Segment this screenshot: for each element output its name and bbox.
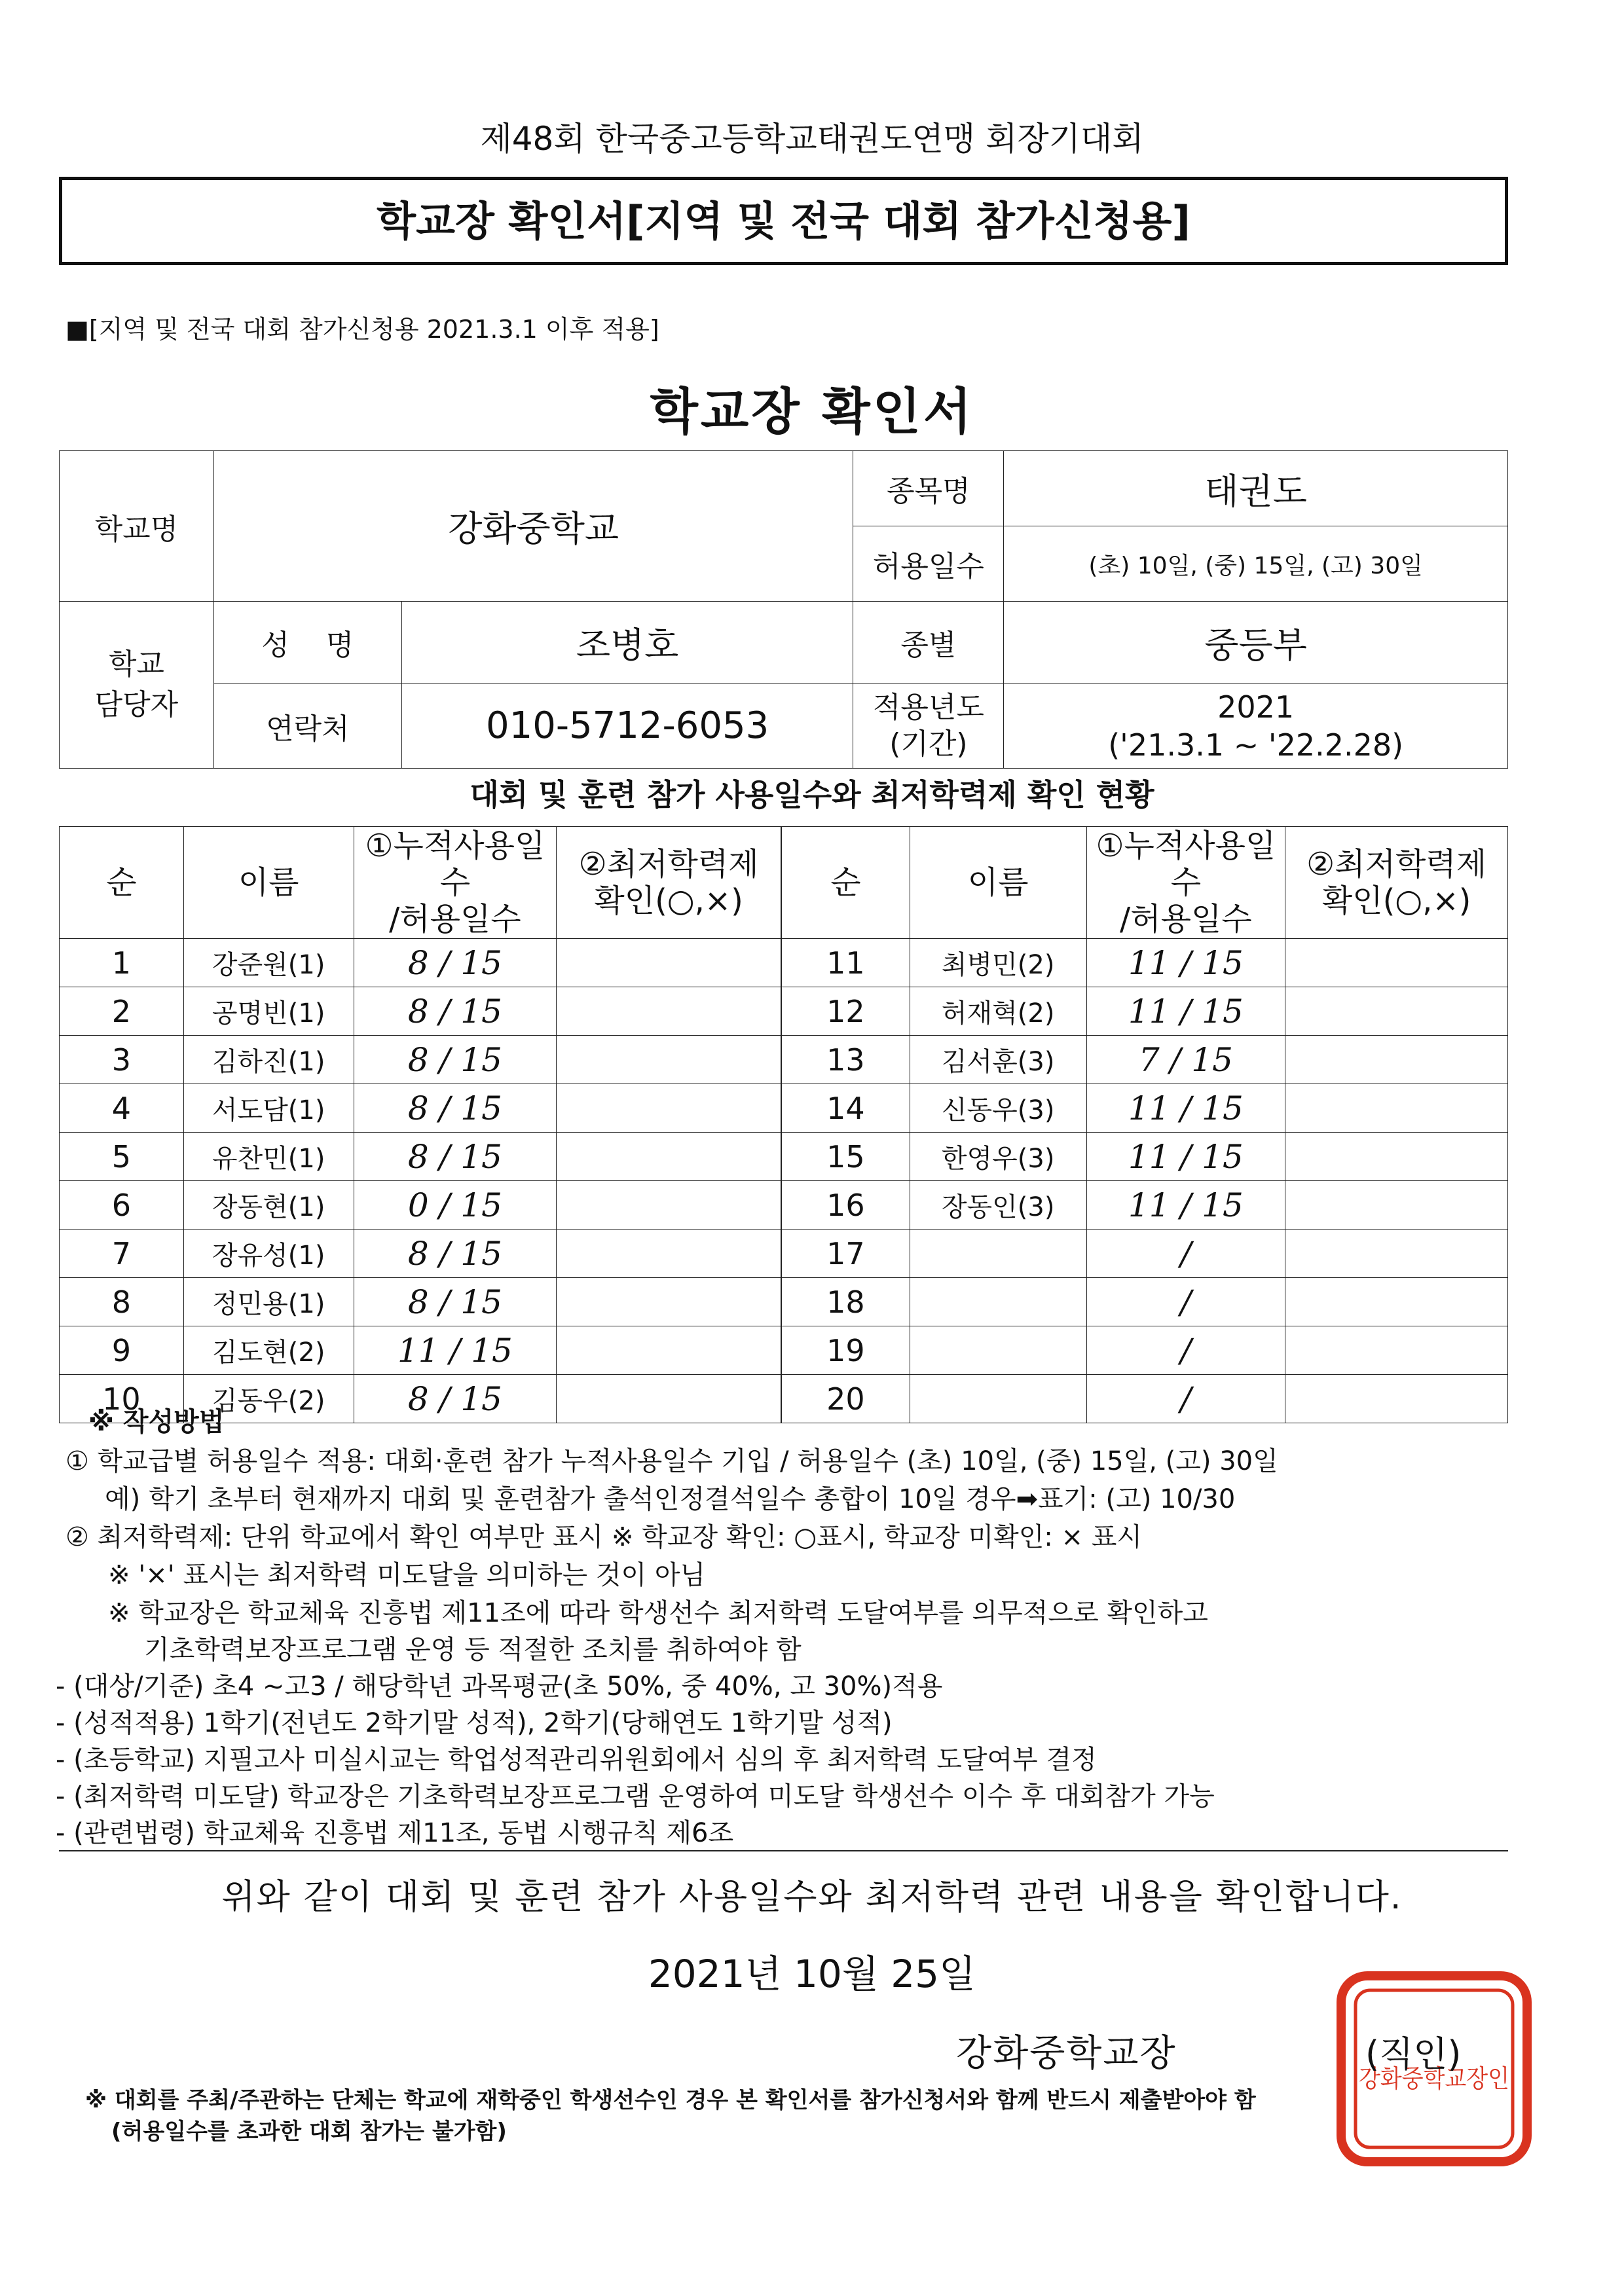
min-achievement-check: [1285, 1278, 1508, 1326]
row-number: 3: [60, 1036, 184, 1084]
min-achievement-check: [1285, 1181, 1508, 1230]
used-days: 8 / 15: [354, 1375, 557, 1423]
note-2c: 기초학력보장프로그램 운영 등 적절한 조치를 취하여야 함: [144, 1635, 802, 1665]
min-achievement-check: [1285, 1375, 1508, 1423]
school-info-table: [59, 450, 1508, 769]
min-achievement-check: [557, 939, 781, 987]
sport-value: 태권도: [1004, 451, 1508, 526]
detail-4: - (최저학력 미도달) 학교장은 기초학력보장프로그램 운영하여 미도달 학생선수 이수 후 대회참가 가능: [56, 1781, 1215, 1812]
contact-name: 조병호: [401, 602, 853, 683]
period: ('21.3.1 ~ '22.2.28): [1108, 727, 1404, 763]
table-row: [60, 1084, 781, 1133]
used-days: 11 / 15: [1086, 987, 1285, 1036]
roster-table-right: [781, 826, 1508, 1423]
table-row: [60, 1036, 781, 1084]
student-name: 장동현(1): [183, 1181, 354, 1230]
row-number: 7: [60, 1230, 184, 1278]
student-name: [910, 1230, 1086, 1278]
min-achievement-check: [1285, 1084, 1508, 1133]
used-days: 8 / 15: [354, 987, 557, 1036]
col-name-header: 이름: [183, 827, 354, 939]
student-name: 유찬민(1): [183, 1133, 354, 1181]
min-achievement-check: [557, 1133, 781, 1181]
name-label: 성 명: [213, 602, 401, 683]
student-name: 김도현(2): [183, 1326, 354, 1375]
col-days-header-line2: /허용일수: [1120, 901, 1252, 938]
student-name: 신동우(3): [910, 1084, 1086, 1133]
contact-person-label: [60, 602, 214, 769]
row-number: 6: [60, 1181, 184, 1230]
table-row: [782, 1326, 1508, 1375]
col-days-header: [354, 827, 557, 939]
table-row: [60, 1181, 781, 1230]
table-row: [60, 1326, 781, 1375]
used-days: /: [1086, 1375, 1285, 1423]
contact-person-label-line1: 학교: [108, 647, 164, 681]
seal-lettering: 강화중학교장인: [1359, 2064, 1509, 2093]
col-no-header: 순: [60, 827, 184, 939]
year-label: [853, 683, 1004, 769]
row-number: 5: [60, 1133, 184, 1181]
min-achievement-check: [1285, 987, 1508, 1036]
student-name: 김서훈(3): [910, 1036, 1086, 1084]
col-days-header-line1: ①누적사용일수: [365, 828, 545, 901]
footer-note: ※ 대회를 주최/주관하는 단체는 학교에 재학중인 학생선수인 경우 본 확인서를 참가신청서와 함께 반드시 제출받아야 함: [85, 2087, 1256, 2113]
row-number: 2: [60, 987, 184, 1036]
used-days: 8 / 15: [354, 1278, 557, 1326]
year-label-line1: 적용년도: [872, 690, 984, 724]
used-days: 8 / 15: [354, 1036, 557, 1084]
table-row: [782, 1036, 1508, 1084]
min-achievement-check: [557, 1181, 781, 1230]
row-number: 10: [60, 1375, 184, 1423]
table-row: [782, 1084, 1508, 1133]
note-1: ① 학교급별 허용일수 적용: 대회·훈련 참가 누적사용일수 기입 / 허용일수 (초) 10일, (중) 15일, (고) 30일: [65, 1446, 1278, 1476]
detail-5: - (관련법령) 학교체육 진흥법 제11조, 동법 시행규칙 제6조: [56, 1818, 734, 1848]
used-days: 8 / 15: [354, 1084, 557, 1133]
roster-heading: 대회 및 훈련 참가 사용일수와 최저학력제 확인 현황: [470, 777, 1154, 812]
student-name: 장동인(3): [910, 1181, 1086, 1230]
used-days: 11 / 15: [1086, 939, 1285, 987]
school-name: 강화중학교: [213, 451, 853, 602]
detail-3: - (초등학교) 지필고사 미실시교는 학업성적관리위원회에서 심의 후 최저학력 도달여부 결정: [56, 1745, 1097, 1775]
table-row: [60, 1230, 781, 1278]
year-label-line2: (기간): [889, 727, 968, 761]
min-achievement-check: [557, 1230, 781, 1278]
col-min-header-line1: ②최저학력제: [578, 846, 759, 883]
col-days-header-line1: ①누적사용일수: [1096, 828, 1276, 901]
min-achievement-check: [557, 1036, 781, 1084]
col-min-header: [1285, 827, 1508, 939]
category-label: 종별: [853, 602, 1004, 683]
col-min-header-line1: ②최저학력제: [1306, 846, 1487, 883]
table-row: [60, 939, 781, 987]
min-achievement-check: [557, 1084, 781, 1133]
table-row: [782, 1375, 1508, 1423]
row-number: 17: [782, 1230, 910, 1278]
document-title: 학교장 확인서: [650, 382, 974, 441]
min-achievement-check: [1285, 939, 1508, 987]
student-name: 장유성(1): [183, 1230, 354, 1278]
student-name: 최병민(2): [910, 939, 1086, 987]
table-row: [60, 987, 781, 1036]
col-min-header-line2: 확인(○,×): [594, 883, 743, 919]
student-name: [910, 1375, 1086, 1423]
allowed-days-label: 허용일수: [853, 526, 1004, 602]
table-row: [782, 987, 1508, 1036]
signatory: 강화중학교장: [956, 2032, 1177, 2075]
used-days: 11 / 15: [1086, 1084, 1285, 1133]
footer-note-2: (허용일수를 초과한 대회 참가는 불가함): [111, 2119, 507, 2145]
detail-2: - (성적적용) 1학기(전년도 2학기말 성적), 2학기(당해연도 1학기말 성적): [56, 1708, 893, 1738]
row-number: 19: [782, 1326, 910, 1375]
row-number: 18: [782, 1278, 910, 1326]
student-name: 한영우(3): [910, 1133, 1086, 1181]
used-days: 0 / 15: [354, 1181, 557, 1230]
row-number: 4: [60, 1084, 184, 1133]
used-days: 8 / 15: [354, 1230, 557, 1278]
student-name: 정민용(1): [183, 1278, 354, 1326]
notes-title: ※ 작성방법: [88, 1407, 225, 1437]
roster-table-left: [59, 826, 781, 1423]
used-days: /: [1086, 1230, 1285, 1278]
row-number: 1: [60, 939, 184, 987]
row-number: 15: [782, 1133, 910, 1181]
col-days-header-line2: /허용일수: [389, 901, 521, 938]
used-days: 11 / 15: [354, 1326, 557, 1375]
year: 2021: [1217, 689, 1295, 725]
used-days: 11 / 15: [1086, 1181, 1285, 1230]
student-name: 김하진(1): [183, 1036, 354, 1084]
min-achievement-check: [1285, 1036, 1508, 1084]
min-achievement-check: [557, 987, 781, 1036]
contact-person-label-line2: 담당자: [94, 688, 179, 721]
used-days: 8 / 15: [354, 1133, 557, 1181]
student-name: [910, 1278, 1086, 1326]
used-days: 7 / 15: [1086, 1036, 1285, 1084]
row-number: 13: [782, 1036, 910, 1084]
table-row: [782, 939, 1508, 987]
phone-label: 연락처: [213, 683, 401, 769]
seal-label: (직인): [1365, 2033, 1462, 2075]
student-name: 허재혁(2): [910, 987, 1086, 1036]
used-days: /: [1086, 1278, 1285, 1326]
note-1-example: 예) 학기 초부터 현재까지 대회 및 훈련참가 출석인정결석일수 총합이 10일 경우➡표기: (고) 10/30: [105, 1484, 1236, 1514]
col-min-header: [557, 827, 781, 939]
student-name: 공명빈(1): [183, 987, 354, 1036]
row-number: 12: [782, 987, 910, 1036]
min-achievement-check: [1285, 1133, 1508, 1181]
col-name-header: 이름: [910, 827, 1086, 939]
category-value: 중등부: [1004, 602, 1508, 683]
divider: [59, 1850, 1508, 1851]
min-achievement-check: [557, 1278, 781, 1326]
row-number: 14: [782, 1084, 910, 1133]
confirmation-date: 2021년 10월 25일: [648, 1952, 976, 1996]
note-2b: ※ 학교장은 학교체육 진흥법 제11조에 따라 학생선수 최저학력 도달여부를 의무적으로 확인하고: [108, 1598, 1208, 1628]
table-row: [60, 1278, 781, 1326]
sport-label: 종목명: [853, 451, 1004, 526]
min-achievement-check: [557, 1326, 781, 1375]
table-row: [782, 1181, 1508, 1230]
table-row: [782, 1133, 1508, 1181]
table-row: [782, 1278, 1508, 1326]
min-achievement-check: [557, 1375, 781, 1423]
row-number: 9: [60, 1326, 184, 1375]
student-name: 서도담(1): [183, 1084, 354, 1133]
school-name-label: 학교명: [60, 451, 214, 602]
used-days: 8 / 15: [354, 939, 557, 987]
phone-value: 010-5712-6053: [401, 683, 853, 769]
note-2a: ※ '×' 표시는 최저학력 미도달을 의미하는 것이 아님: [108, 1560, 706, 1590]
confirmation-text: 위와 같이 대회 및 훈련 참가 사용일수와 최저학력 관련 내용을 확인합니다.: [221, 1877, 1403, 1917]
table-row: [60, 1133, 781, 1181]
min-achievement-check: [1285, 1326, 1508, 1375]
col-min-header-line2: 확인(○,×): [1321, 883, 1471, 919]
row-number: 11: [782, 939, 910, 987]
row-number: 20: [782, 1375, 910, 1423]
detail-1: - (대상/기준) 초4 ~고3 / 해당학년 과목평균(초 50%, 중 40%, 고 30%)적용: [56, 1671, 943, 1702]
row-number: 8: [60, 1278, 184, 1326]
student-name: 강준원(1): [183, 939, 354, 987]
used-days: /: [1086, 1326, 1285, 1375]
min-achievement-check: [1285, 1230, 1508, 1278]
student-name: 김동우(2): [183, 1375, 354, 1423]
used-days: 11 / 15: [1086, 1133, 1285, 1181]
note-2: ② 최저학력제: 단위 학교에서 확인 여부만 표시 ※ 학교장 확인: ○표시, 학교장 미확인: × 표시: [65, 1522, 1143, 1552]
student-name: [910, 1326, 1086, 1375]
col-no-header: 순: [782, 827, 910, 939]
competition-title: 제48회 한국중고등학교태권도연맹 회장기대회: [480, 120, 1144, 158]
allowed-days-value: (초) 10일, (중) 15일, (고) 30일: [1004, 526, 1508, 602]
form-title: 학교장 확인서[지역 및 전국 대회 참가신청용]: [59, 177, 1508, 265]
col-days-header: [1086, 827, 1285, 939]
table-row: [782, 1230, 1508, 1278]
year-value: [1004, 683, 1508, 769]
applicability-note: ■[지역 및 전국 대회 참가신청용 2021.3.1 이후 적용]: [65, 315, 659, 344]
row-number: 16: [782, 1181, 910, 1230]
